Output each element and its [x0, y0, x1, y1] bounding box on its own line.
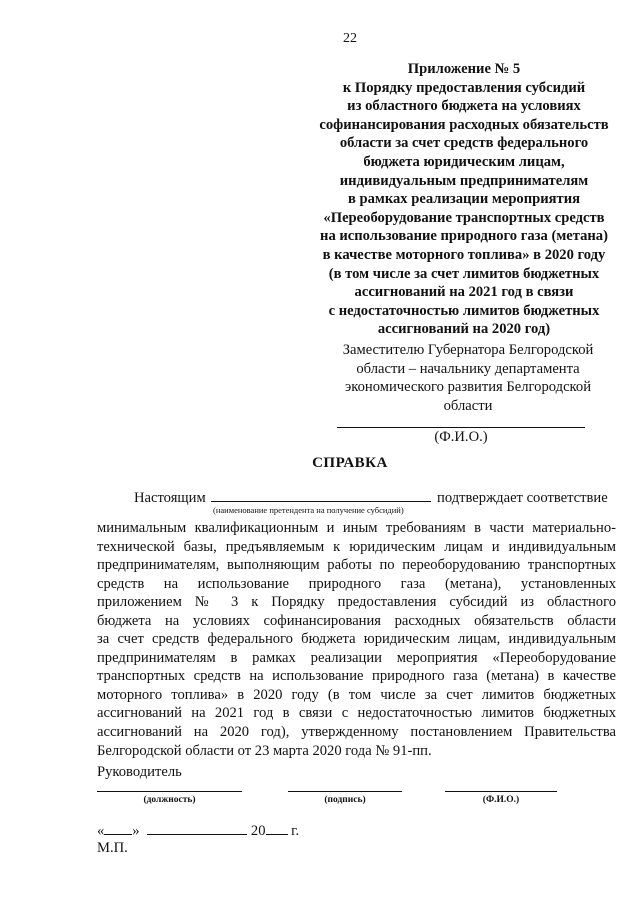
appendix-header — [288, 60, 640, 339]
signer-fio-caption: (Ф.И.О.) — [482, 795, 520, 805]
appendix-line: Приложение № 5 — [407, 61, 521, 77]
appendix-line: «Переоборудование транспортных средств — [323, 209, 605, 226]
year-prefix: 20 — [250, 823, 266, 839]
appendix-line: в рамках реализации мероприятия — [347, 191, 581, 208]
body-line: моторного топлива» в 2020 году (в том числе за счет лимитов бюджетных — [97, 686, 616, 703]
body-line: за счет средств федерального бюджета юридическим лицам, индивидуальным — [97, 631, 616, 648]
signer-fio-line — [445, 791, 557, 792]
body-line: приложением № 3 к Порядку предоставления субсидий из областного — [97, 594, 616, 611]
signature-caption: (подпись) — [324, 795, 366, 805]
appendix-line: с недостаточностью лимитов бюджетных — [328, 302, 600, 319]
position-caption: (должность) — [143, 795, 196, 805]
month-blank — [147, 822, 247, 835]
appendix-line: на использование природного газа (метана) — [320, 228, 608, 245]
body-line: минимальным квалификационным и иным требованиям в части материально- — [97, 520, 616, 536]
stamp-label: М.П. — [97, 840, 128, 856]
head-label: Руководитель — [97, 764, 182, 780]
body-line: транспортных средств на использование природного газа (метана) в качестве — [97, 668, 616, 685]
year-suffix: г. — [291, 823, 300, 839]
body-line: Белгородской области от 23 марта 2020 года № 91-пп. — [97, 742, 432, 759]
addressee-line: Заместителю Губернатора Белгородской — [342, 342, 594, 358]
intro-suffix: подтверждает соответствие — [437, 490, 608, 506]
appendix-line: ассигнований на 2020 год) — [377, 321, 551, 338]
applicant-name-blank — [211, 489, 431, 502]
body-line: средств на использование природного газа (метана), установленных — [97, 575, 616, 592]
body-line: ассигнований на 2021 год в связи с недостаточностью лимитов бюджетных — [97, 705, 616, 722]
addressee-line: экономического развития Белгородской — [344, 379, 592, 396]
addressee-line: области — [443, 397, 493, 414]
body-line: предпринимателям, выполняющим работы по переоборудованию транспортных — [97, 557, 616, 574]
appendix-line: из областного бюджета на условиях — [347, 98, 581, 115]
date-open-quote: « — [97, 823, 105, 839]
position-line — [97, 791, 242, 792]
date-close-quote: » — [132, 823, 140, 839]
appendix-line: к Порядку предоставления субсидий — [342, 79, 586, 96]
body-line: технической базы, предъявляемым к юридическим лицам и индивидуальным — [97, 538, 616, 555]
addressee-fio-line — [337, 427, 585, 428]
appendix-line: ассигнований на 2021 год в связи — [354, 284, 574, 301]
page-number: 22 — [343, 31, 357, 46]
body-line: предпринимателям в рамках реализации мероприятия «Переоборудование — [97, 649, 616, 666]
body-line: бюджета на условиях софинансирования расходных обязательств области — [97, 612, 616, 629]
signature-line — [288, 791, 402, 792]
addressee-fio-caption: (Ф.И.О.) — [434, 429, 488, 445]
intro-prefix: Настоящим — [134, 490, 206, 506]
addressee-line: области – начальнику департамента — [356, 360, 580, 377]
document-title: СПРАВКА — [312, 455, 388, 471]
appendix-line: софинансирования расходных обязательств — [319, 116, 609, 133]
addressee-block — [318, 341, 618, 415]
body-line: ассигнований на 2020 год), утвержденному постановлением Правительства — [97, 724, 616, 741]
appendix-line: бюджета юридическим лицам, — [363, 153, 565, 170]
body-text — [97, 519, 616, 760]
year-blank — [266, 822, 288, 835]
applicant-name-hint: (наименование претендента на получение субсидий) — [213, 505, 404, 515]
appendix-line: области за счет средств федерального — [339, 135, 589, 152]
date-row — [97, 822, 299, 840]
appendix-line: индивидуальным предпринимателям — [339, 172, 589, 189]
day-blank — [104, 822, 132, 835]
appendix-line: в качестве моторного топлива» в 2020 году — [322, 246, 606, 263]
appendix-line: (в том числе за счет лимитов бюджетных — [328, 265, 600, 282]
